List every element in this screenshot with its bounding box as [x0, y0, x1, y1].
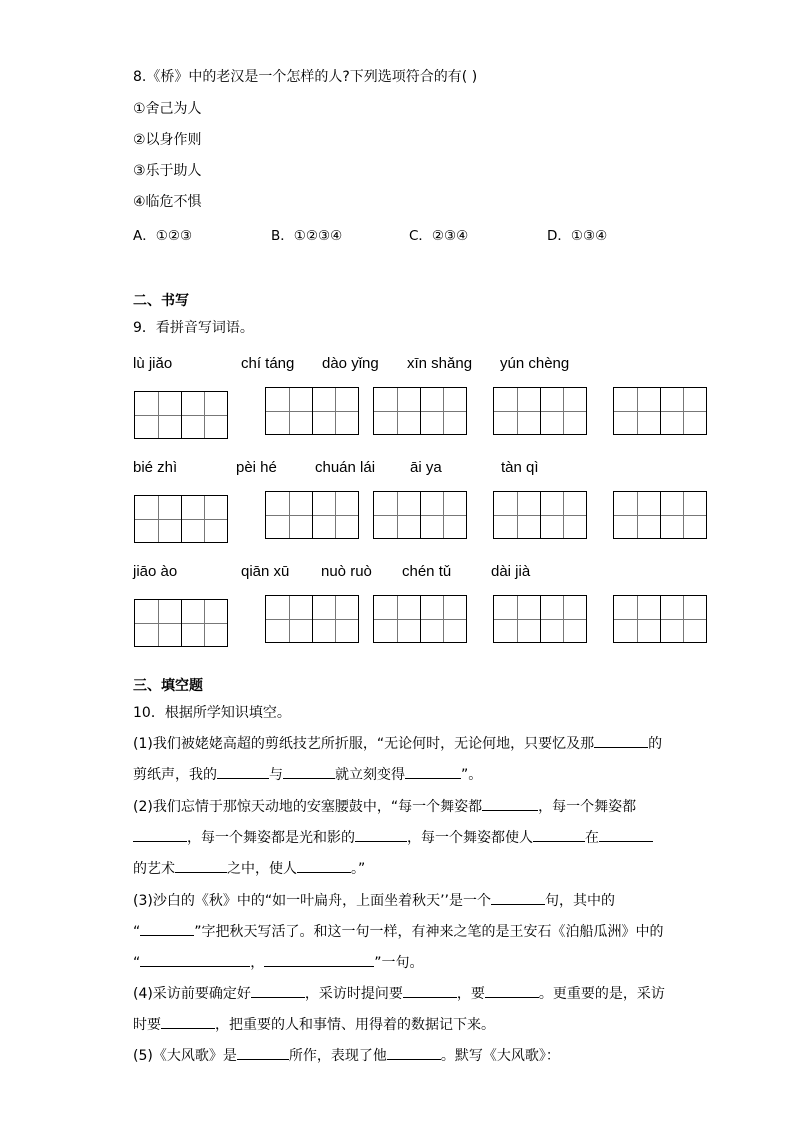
pinyin-label: dài jià — [491, 563, 531, 580]
choice-c[interactable]: C．②③④ — [409, 228, 469, 244]
writing-grid[interactable] — [134, 495, 228, 543]
blank[interactable] — [217, 764, 269, 779]
writing-grid[interactable] — [373, 595, 467, 643]
blank[interactable] — [175, 858, 227, 873]
blank[interactable] — [355, 827, 407, 842]
blank[interactable] — [133, 827, 187, 842]
fill-line-1b: 剪纸声，我的 与 就立刻变得 ”。 — [133, 764, 482, 784]
fill-line-1a: (1)我们被姥姥高超的剪纸技艺所折服，“无论何时，无论何地，只要忆及那 的 — [133, 733, 662, 753]
blank[interactable] — [594, 733, 648, 748]
blank[interactable] — [599, 827, 653, 842]
pinyin-label: jiāo ào — [133, 563, 178, 580]
fill-line-2c: 的艺术 之中，使人 。” — [133, 858, 365, 878]
blank[interactable] — [403, 983, 457, 998]
writing-grid[interactable] — [134, 391, 228, 439]
pinyin-label: āi ya — [410, 459, 442, 476]
blank[interactable] — [140, 952, 250, 967]
writing-grid[interactable] — [493, 387, 587, 435]
question-10-stem: 10．根据所学知识填空。 — [133, 705, 291, 721]
pinyin-label: lù jiǎo — [133, 355, 173, 372]
blank[interactable] — [485, 983, 539, 998]
choice-b[interactable]: B．①②③④ — [271, 228, 343, 244]
fill-line-3a: (3)沙白的《秋》中的“如一叶扁舟，上面坐着秋天’’是一个 句，其中的 — [133, 890, 615, 910]
question-8-stem: 8.《桥》中的老汉是一个怎样的人?下列选项符合的有( ) — [133, 69, 478, 85]
blank[interactable] — [387, 1045, 441, 1060]
blank[interactable] — [161, 1014, 215, 1029]
blank[interactable] — [251, 983, 305, 998]
section-3-title: 三、填空题 — [133, 678, 203, 694]
fill-line-4a: (4)采访前要确定好 ，采访时提问要 ，要 。更重要的是，采访 — [133, 983, 665, 1003]
writing-grid[interactable] — [613, 491, 707, 539]
q8-item-4: ④临危不惧 — [133, 194, 202, 210]
section-2-title: 二、书写 — [133, 293, 189, 309]
pinyin-label: pèi hé — [236, 459, 277, 476]
blank[interactable] — [405, 764, 461, 779]
question-9-stem: 9．看拼音写词语。 — [133, 320, 254, 336]
writing-grid[interactable] — [265, 491, 359, 539]
blank[interactable] — [140, 921, 194, 936]
q8-item-2: ②以身作则 — [133, 132, 202, 148]
writing-grid[interactable] — [265, 387, 359, 435]
fill-line-3b: “ ”字把秋天写活了。和这一句一样，有神来之笔的是王安石《泊船瓜洲》中的 — [133, 921, 664, 941]
blank[interactable] — [533, 827, 585, 842]
pinyin-label: chí táng — [241, 355, 295, 372]
pinyin-label: dào yǐng — [322, 355, 379, 372]
pinyin-label: chén tǔ — [402, 563, 452, 580]
writing-grid[interactable] — [613, 387, 707, 435]
writing-grid[interactable] — [265, 595, 359, 643]
fill-line-2a: (2)我们忘情于那惊天动地的安塞腰鼓中，“每一个舞姿都 ，每一个舞姿都 — [133, 796, 636, 816]
writing-grid[interactable] — [493, 491, 587, 539]
blank[interactable] — [237, 1045, 289, 1060]
writing-grid[interactable] — [134, 599, 228, 647]
pinyin-label: xīn shǎng — [407, 355, 473, 372]
blank[interactable] — [264, 952, 374, 967]
fill-line-4b: 时要 ，把重要的人和事情、用得着的数据记下来。 — [133, 1014, 495, 1034]
fill-line-5: (5)《大风歌》是 所作，表现了他 。默写《大风歌》： — [133, 1045, 560, 1065]
blank[interactable] — [491, 890, 545, 905]
pinyin-label: tàn qì — [501, 459, 539, 476]
blank[interactable] — [482, 796, 538, 811]
pinyin-label: yún chèng — [500, 355, 570, 372]
writing-grid[interactable] — [613, 595, 707, 643]
pinyin-label: qiān xū — [241, 563, 290, 580]
pinyin-label: bié zhì — [133, 459, 178, 476]
writing-grid[interactable] — [493, 595, 587, 643]
writing-grid[interactable] — [373, 387, 467, 435]
fill-line-2b: ，每一个舞姿都是光和影的 ，每一个舞姿都使人 在 — [133, 827, 653, 847]
blank[interactable] — [283, 764, 335, 779]
pinyin-label: nuò ruò — [321, 563, 372, 580]
blank[interactable] — [297, 858, 351, 873]
q8-item-1: ①舍己为人 — [133, 101, 202, 117]
q8-item-3: ③乐于助人 — [133, 163, 202, 179]
choice-a[interactable]: A．①②③ — [133, 228, 193, 244]
writing-grid[interactable] — [373, 491, 467, 539]
pinyin-label: chuán lái — [315, 459, 376, 476]
fill-line-3c: “ ， ”一句。 — [133, 952, 424, 972]
choice-d[interactable]: D．①③④ — [547, 228, 608, 244]
